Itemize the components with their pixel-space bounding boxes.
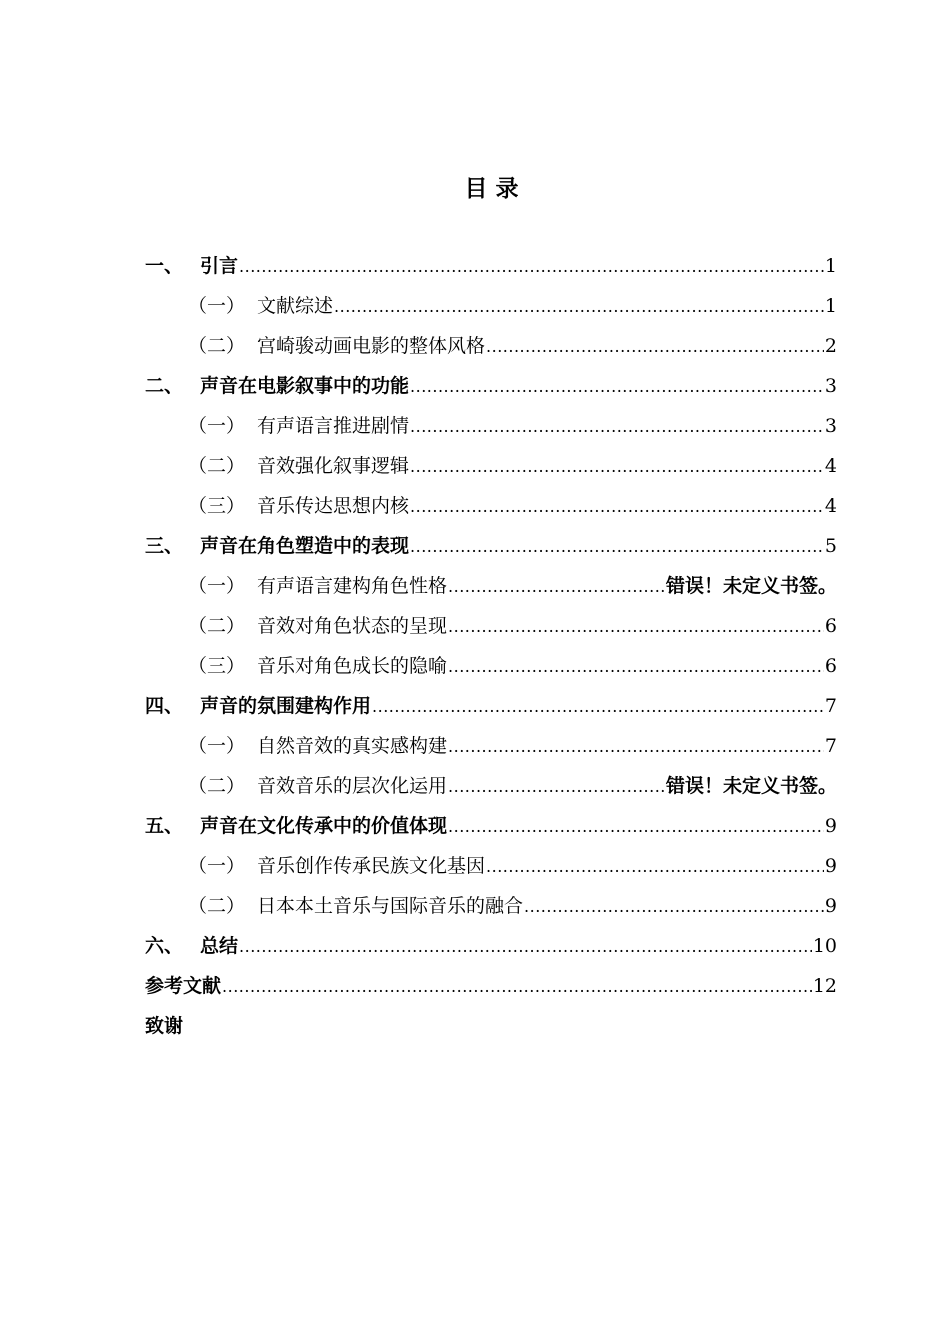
toc-entry-number: 五、 [145,815,184,837]
toc-entry-page: 9 [824,855,837,877]
toc-entry-label: 音乐传达思想内核 [257,495,410,517]
toc-entry[interactable] [145,446,837,486]
toc-entry-number: （二） [188,615,246,637]
toc-entry[interactable] [145,806,837,846]
toc-entry-page: 2 [824,335,837,357]
toc-dot-leader [334,287,824,327]
toc-entry[interactable] [145,326,837,366]
toc-entry-number: 二、 [145,375,184,397]
toc-entry-number: 六、 [145,935,184,957]
toc-entry[interactable] [145,646,837,686]
toc-entry-number: （二） [188,335,246,357]
toc-entry-page: 9 [824,895,837,917]
toc-entry-number: （一） [188,575,246,597]
toc-entry-number: （一） [188,415,246,437]
toc-entry-number: （二） [188,775,246,797]
toc-entry[interactable] [145,886,837,926]
toc-entry-page: 6 [824,655,837,677]
toc-entry-page: 1 [824,295,837,317]
toc-entry-label: 有声语言推进剧情 [257,415,410,437]
toc-dot-leader [448,567,665,607]
toc-title [0,170,950,203]
toc-dot-leader [372,687,824,727]
toc-dot-leader [524,887,824,927]
toc-entry-number: （一） [188,855,246,877]
toc-entry-label: 音效音乐的层次化运用 [257,775,448,797]
toc-entry-label: 声音在角色塑造中的表现 [200,535,410,557]
toc-dot-leader [239,927,812,967]
toc-entry-number: （一） [188,735,246,757]
toc-entry-label: 音效强化叙事逻辑 [257,455,410,477]
toc-entry[interactable] [145,926,837,966]
toc-dot-leader [410,367,824,407]
toc-entry-label: 声音的氛围建构作用 [200,695,372,717]
toc-entry-page: 4 [824,455,837,477]
toc-entry-page: 4 [824,495,837,517]
toc-entry-page: 3 [824,375,837,397]
toc-entry-label: 总结 [200,935,239,957]
toc-entry-label: 自然音效的真实感构建 [257,735,448,757]
toc-entry-page: 错误！未定义书签。 [665,775,837,797]
toc-entry-number: 四、 [145,695,184,717]
toc-entry-number: 一、 [145,255,184,277]
toc-entry[interactable] [145,246,837,286]
toc-entry-label: 声音在文化传承中的价值体现 [200,815,448,837]
toc-entry-page: 9 [824,815,837,837]
toc-entry-page: 1 [824,255,837,277]
toc-dot-leader [410,407,824,447]
toc-entry[interactable] [145,1006,837,1046]
toc-entry-label: 参考文献 [145,975,222,997]
toc-entry[interactable] [145,406,837,446]
toc-dot-leader [486,847,824,887]
toc-dot-leader [448,767,665,807]
toc-dot-leader [486,327,824,367]
toc-entry-page: 错误！未定义书签。 [665,575,837,597]
toc-entry[interactable] [145,726,837,766]
toc-dot-leader [448,807,824,847]
toc-entry[interactable] [145,606,837,646]
toc-entry-page: 7 [824,695,837,717]
toc-entry[interactable] [145,366,837,406]
toc-entry-page: 5 [824,535,837,557]
toc-dot-leader [222,967,812,1007]
toc-entry[interactable] [145,766,837,806]
toc-entry-number: （三） [188,495,246,517]
toc-entry-page: 6 [824,615,837,637]
toc-entry-number: 三、 [145,535,184,557]
toc-dot-leader [239,247,824,287]
toc-title-text: 目 录 [464,176,519,202]
toc-entry-page: 7 [824,735,837,757]
toc-entry[interactable] [145,566,837,606]
toc-dot-leader [410,487,824,527]
toc-entry[interactable] [145,966,837,1006]
toc-dot-leader [410,527,824,567]
toc-entry-label: 音乐对角色成长的隐喻 [257,655,448,677]
toc-entry[interactable] [145,846,837,886]
toc-entry-page: 12 [812,975,837,997]
toc-entry-label: 声音在电影叙事中的功能 [200,375,410,397]
toc-dot-leader [448,647,824,687]
toc-entry-number: （三） [188,655,246,677]
toc-entry-number: （二） [188,455,246,477]
toc-dot-leader [448,727,824,767]
toc-entry[interactable] [145,286,837,326]
table-of-contents [145,246,837,1046]
toc-entry-label: 宫崎骏动画电影的整体风格 [257,335,486,357]
toc-entry-label: 音效对角色状态的呈现 [257,615,448,637]
toc-entry-label: 文献综述 [257,295,334,317]
toc-entry[interactable] [145,526,837,566]
toc-entry-page: 3 [824,415,837,437]
toc-entry-number: （一） [188,295,246,317]
toc-entry-label: 音乐创作传承民族文化基因 [257,855,486,877]
toc-entry-label: 引言 [200,255,239,277]
toc-entry-page: 10 [812,935,837,957]
toc-entry-label: 致谢 [145,1015,184,1037]
toc-dot-leader [448,607,824,647]
toc-entry[interactable] [145,686,837,726]
toc-entry-number: （二） [188,895,246,917]
toc-dot-leader [410,447,824,487]
toc-entry-label: 日本本土音乐与国际音乐的融合 [257,895,524,917]
toc-entry[interactable] [145,486,837,526]
toc-entry-label: 有声语言建构角色性格 [257,575,448,597]
